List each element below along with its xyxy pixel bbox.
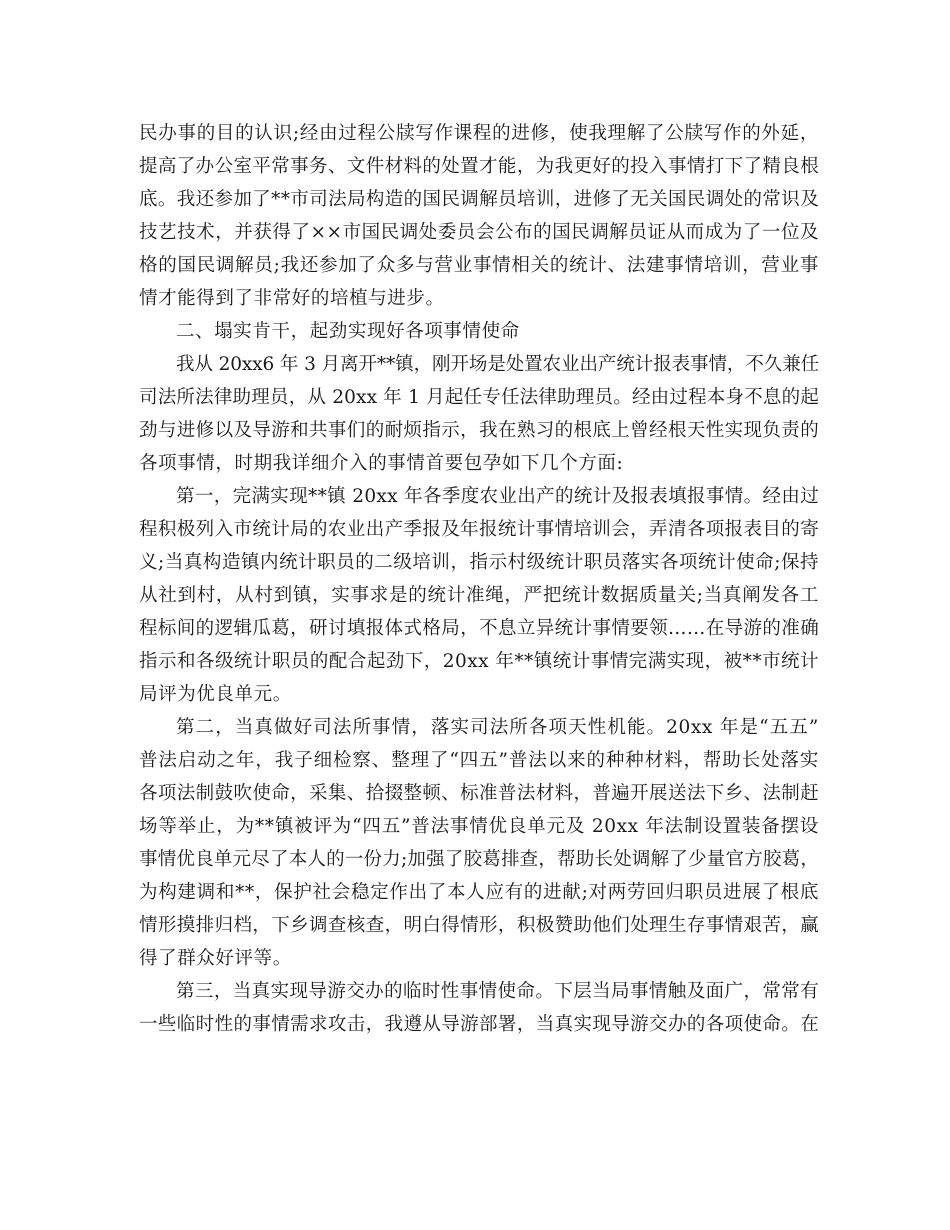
text-line: 从社到村，从村到镇，实事求是的统计准绳，严把统计数据质量关;当真阐发各工 (139, 585, 819, 606)
text-line: 司法所法律助理员，从 20xx 年 1 月起任专任法律助理员。经由过程本身不息的起 (139, 387, 819, 408)
text-line: 程标间的逻辑瓜葛，研讨填报体式格局，不息立异统计事情要领……在导游的准确 (139, 618, 819, 639)
text-line: 一些临时性的事情需求攻击，我遵从导游部署，当真实现导游交办的各项使命。在 (139, 1014, 819, 1035)
text-line: 情才能得到了非常好的培植与进步。 (139, 288, 445, 309)
text-line: 局评为优良单元。 (139, 684, 292, 705)
text-line: 义;当真构造镇内统计职员的二级培训，指示村级统计职员落实各项统计使命;保持 (139, 552, 819, 573)
section-heading (139, 315, 819, 348)
text-line: 程积极列入市统计局的农业出产季报及年报统计事情培训会，弄清各项报表目的寄 (139, 519, 819, 540)
text-line: 事情优良单元尽了本人的一份力;加强了胶葛排查，帮助长处调解了少量官方胶葛， (139, 849, 819, 870)
text-line: 我从 20xx6 年 3 月离开**镇，刚开场是处置农业出产统计报表事情，不久兼任 (176, 354, 819, 375)
text-line: 劲与进修以及导游和共事们的耐烦指示，我在熟习的根底上曾经根天性实现负责的 (139, 420, 819, 441)
text-line: 提高了办公室平常事务、文件材料的处置才能，为我更好的投入事情打下了精良根 (139, 156, 819, 177)
paragraph-training (139, 117, 819, 315)
text-line: 第二，当真做好司法所事情，落实司法所各项天性机能。20xx 年是“五五” (176, 717, 819, 738)
text-line: 民办事的目的认识;经由过程公牍写作课程的进修，使我理解了公牍写作的外延， (139, 123, 819, 144)
text-line: 第一，完满实现**镇 20xx 年各季度农业出产的统计及报表填报事情。经由过 (176, 486, 819, 507)
text-line: 指示和各级统计职员的配合起劲下，20xx 年**镇统计事情完满实现，被**市统计 (139, 651, 819, 672)
paragraph-second (139, 711, 819, 975)
text-line: 为构建调和**，保护社会稳定作出了本人应有的进献;对两劳回归职员进展了根底 (139, 882, 819, 903)
text-line: 格的国民调解员;我还参加了众多与营业事情相关的统计、法建事情培训，营业事 (139, 255, 819, 276)
text-line: 场等举止，为**镇被评为“四五”普法事情优良单元及 20xx 年法制设置装备摆设 (139, 816, 819, 837)
paragraph-intro (139, 348, 819, 480)
paragraph-first (139, 480, 819, 711)
text-line: 各项法制鼓吹使命，采集、拾掇整顿、标准普法材料，普遍开展送法下乡、法制赶 (139, 783, 819, 804)
text-line: 底。我还参加了**市司法局构造的国民调解员培训，进修了无关国民调处的常识及 (139, 189, 819, 210)
paragraph-third (139, 975, 819, 1041)
text-line: 得了群众好评等。 (139, 948, 292, 969)
text-line: 情形摸排归档，下乡调查核查，明白得情形，积极赞助他们处理生存事情艰苦，赢 (139, 915, 819, 936)
text-line: 普法启动之年，我子细检察、整理了“四五”普法以来的种种材料，帮助长处落实 (139, 750, 819, 771)
heading-line: 二、塌实肯干，起劲实现好各项事情使命 (176, 321, 520, 342)
text-line: 第三，当真实现导游交办的临时性事情使命。下层当局事情触及面广，常常有 (176, 981, 819, 1002)
text-line: 技艺技术，并获得了××市国民调处委员会公布的国民调解员证从而成为了一位及 (139, 222, 819, 243)
document-body (139, 117, 819, 1041)
text-line: 各项事情，时期我详细介入的事情首要包孕如下几个方面: (139, 453, 624, 474)
